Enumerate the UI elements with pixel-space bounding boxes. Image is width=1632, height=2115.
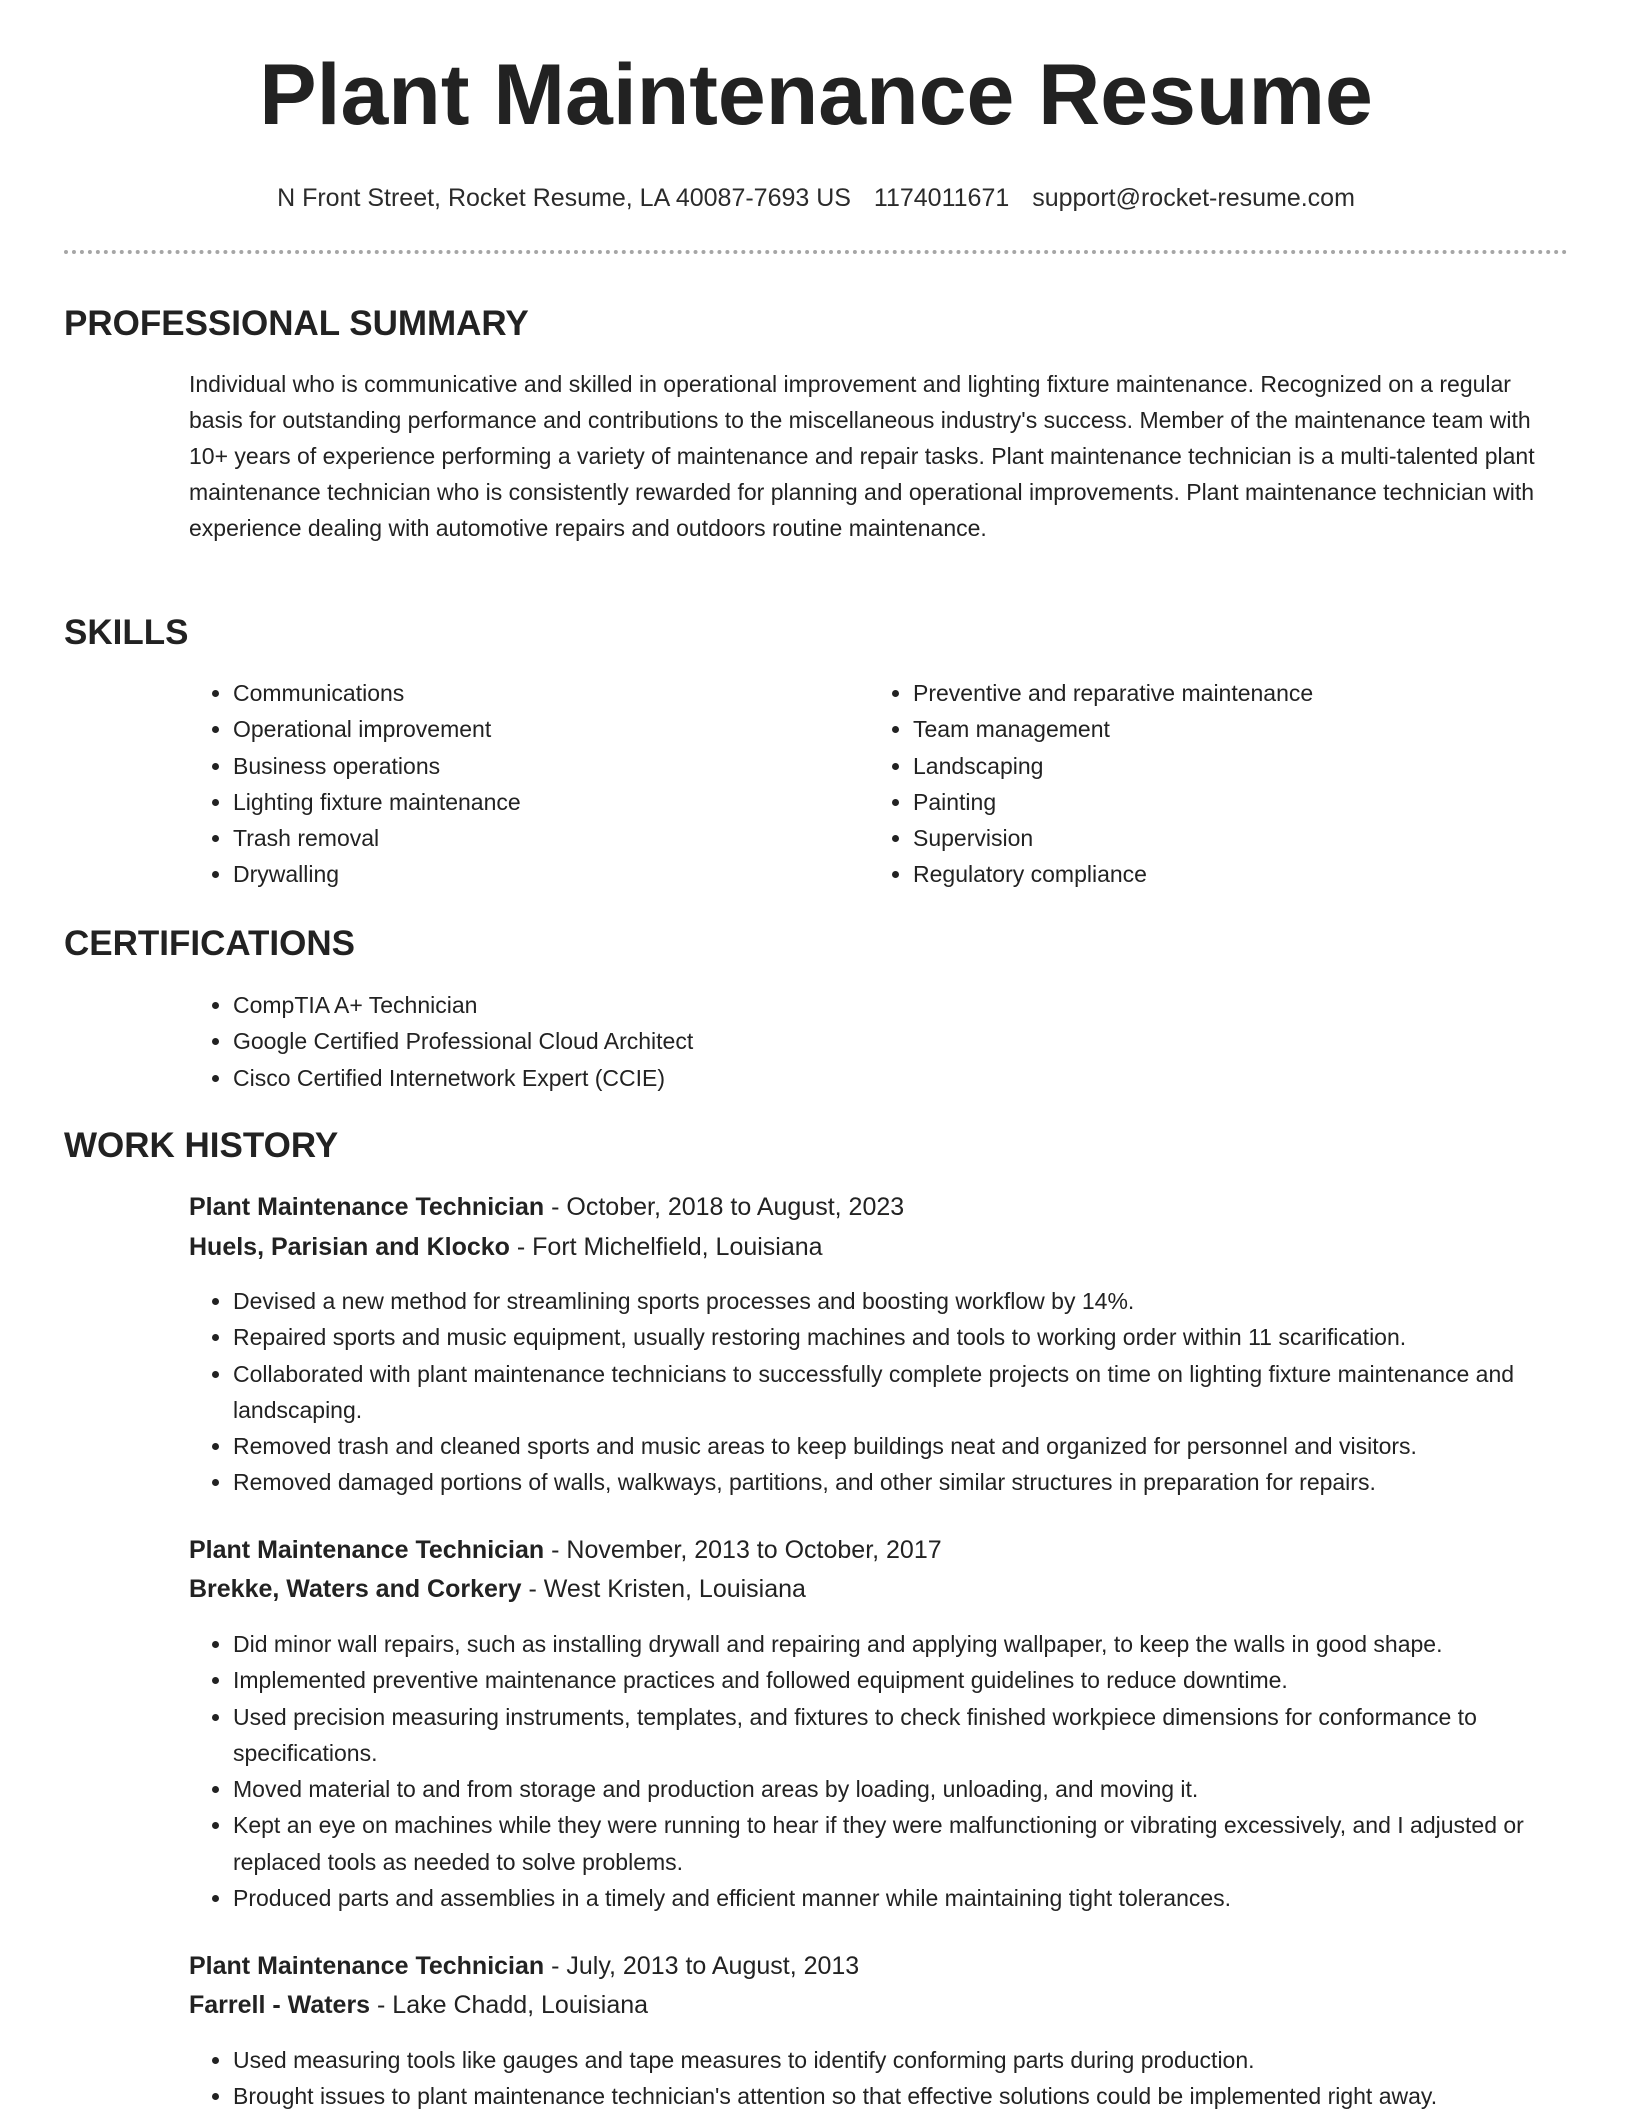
responsibility-item: • Used measuring tools like gauges and tape measures to identify conforming parts during production. xyxy=(233,2042,1613,2078)
responsibility-item: • Repaired sports and music equipment, usually restoring machines and tools to working order within 11 scarification. xyxy=(233,1319,1613,1355)
page-title: Plant Maintenance Resume xyxy=(259,47,1373,143)
skill-item: • Team management xyxy=(913,711,1603,747)
skill-item: • Landscaping xyxy=(913,748,1603,784)
responsibility-item: • Moved material to and from storage and production areas by loading, unloading, and moving it. xyxy=(233,1771,1613,1807)
responsibility-item: • Devised a new method for streamlining sports processes and boosting workflow by 14%. xyxy=(233,1283,1613,1319)
job-location: - West Kristen, Louisiana xyxy=(521,1575,806,1603)
work-history-heading: WORK HISTORY xyxy=(64,1126,339,1165)
certification-item: • CompTIA A+ Technician xyxy=(233,987,1613,1023)
job-company-line xyxy=(189,1991,648,2020)
skill-item: • Supervision xyxy=(913,820,1603,856)
skill-item: • Lighting fixture maintenance xyxy=(233,784,833,820)
job-location: - Lake Chadd, Louisiana xyxy=(370,1991,649,2019)
skill-item: • Trash removal xyxy=(233,820,833,856)
responsibility-item: • Removed damaged portions of walls, walkways, partitions, and other similar structures in preparation for repairs. xyxy=(233,1464,1613,1500)
job-dates: - July, 2013 to August, 2013 xyxy=(544,1952,860,1980)
job-location: - Fort Michelfield, Louisiana xyxy=(509,1233,823,1261)
responsibility-item: • Did minor wall repairs, such as installing drywall and repairing and applying wallpaper, to keep the walls in good shape. xyxy=(233,1626,1613,1662)
job-responsibilities xyxy=(189,1626,1613,1916)
skill-item: • Business operations xyxy=(233,748,833,784)
certification-item: • Cisco Certified Internetwork Expert (CCIE) xyxy=(233,1060,1613,1096)
contact-line xyxy=(0,184,1632,213)
responsibility-item: • Used precision measuring instruments, templates, and fixtures to check finished workpiece dimensions for conformance to specifications. xyxy=(233,1699,1613,1772)
job-responsibilities xyxy=(189,1283,1613,1501)
job-company: Brekke, Waters and Corkery xyxy=(189,1575,522,1603)
responsibility-item: • Produced parts and assemblies in a timely and efficient manner while maintaining tight tolerances. xyxy=(233,1880,1613,1916)
contact-email: support@rocket-resume.com xyxy=(1032,184,1355,212)
job-dates: - October, 2018 to August, 2023 xyxy=(544,1193,905,1221)
job-title-line xyxy=(189,1952,859,1981)
job-title: Plant Maintenance Technician xyxy=(189,1193,545,1221)
responsibility-item: • Removed trash and cleaned sports and music areas to keep buildings neat and organized for personnel and visitors. xyxy=(233,1428,1613,1464)
responsibility-item: • Brought issues to plant maintenance technician's attention so that effective solutions could be implemented right away. xyxy=(233,2078,1613,2114)
responsibility-item: • Kept an eye on machines while they were running to hear if they were malfunctioning or vibrating excessively, and I adjusted or replaced tools as needed to solve problems. xyxy=(233,1807,1613,1880)
skills-heading: SKILLS xyxy=(64,613,189,652)
job-title-line xyxy=(189,1536,942,1565)
summary-heading: PROFESSIONAL SUMMARY xyxy=(64,304,529,343)
skill-item: • Communications xyxy=(233,675,833,711)
skill-item: • Regulatory compliance xyxy=(913,856,1603,892)
contact-phone: 1174011671 xyxy=(873,184,1010,212)
job-company-line xyxy=(189,1233,823,1262)
contact-address: N Front Street, Rocket Resume, LA 40087-7693 US xyxy=(277,184,851,212)
certifications-heading: CERTIFICATIONS xyxy=(64,924,356,963)
job-title-line xyxy=(189,1193,904,1222)
skill-item: • Painting xyxy=(913,784,1603,820)
job-dates: - November, 2013 to October, 2017 xyxy=(544,1536,942,1564)
job-company-line xyxy=(189,1575,806,1604)
skills-list-left xyxy=(189,675,833,893)
responsibility-item: • Collaborated with plant maintenance technicians to successfully complete projects on time on lighting fixture maintenance and landscaping. xyxy=(233,1356,1613,1429)
header-divider xyxy=(64,250,1568,254)
skill-item: • Operational improvement xyxy=(233,711,833,747)
job-title: Plant Maintenance Technician xyxy=(189,1952,545,1980)
skill-item: • Drywalling xyxy=(233,856,833,892)
summary-text: Individual who is communicative and skilled in operational improvement and lighting fixture maintenance. Recognized on a regular basis for outstanding performance and contributions to the miscellaneous industry's success. Member of the maintenance team with 10+ years of experience performing a variety of maintenance and repair tasks. Plant maintenance technician is a multi-talented plant maintenance technician who is consistently rewarded for planning and operational improvements. Plant maintenance technician with experience dealing with automotive repairs and outdoors routine maintenance. xyxy=(189,371,1535,541)
job-company: Huels, Parisian and Klocko xyxy=(189,1233,510,1261)
skills-list-right xyxy=(869,675,1603,893)
certification-item: • Google Certified Professional Cloud Architect xyxy=(233,1023,1613,1059)
skill-item: • Preventive and reparative maintenance xyxy=(913,675,1603,711)
responsibility-item: • Implemented preventive maintenance practices and followed equipment guidelines to reduce downtime. xyxy=(233,1662,1613,1698)
job-title: Plant Maintenance Technician xyxy=(189,1536,545,1564)
certifications-list xyxy=(189,987,1613,1096)
job-company: Farrell - Waters xyxy=(189,1991,371,2019)
job-responsibilities xyxy=(189,2042,1613,2115)
